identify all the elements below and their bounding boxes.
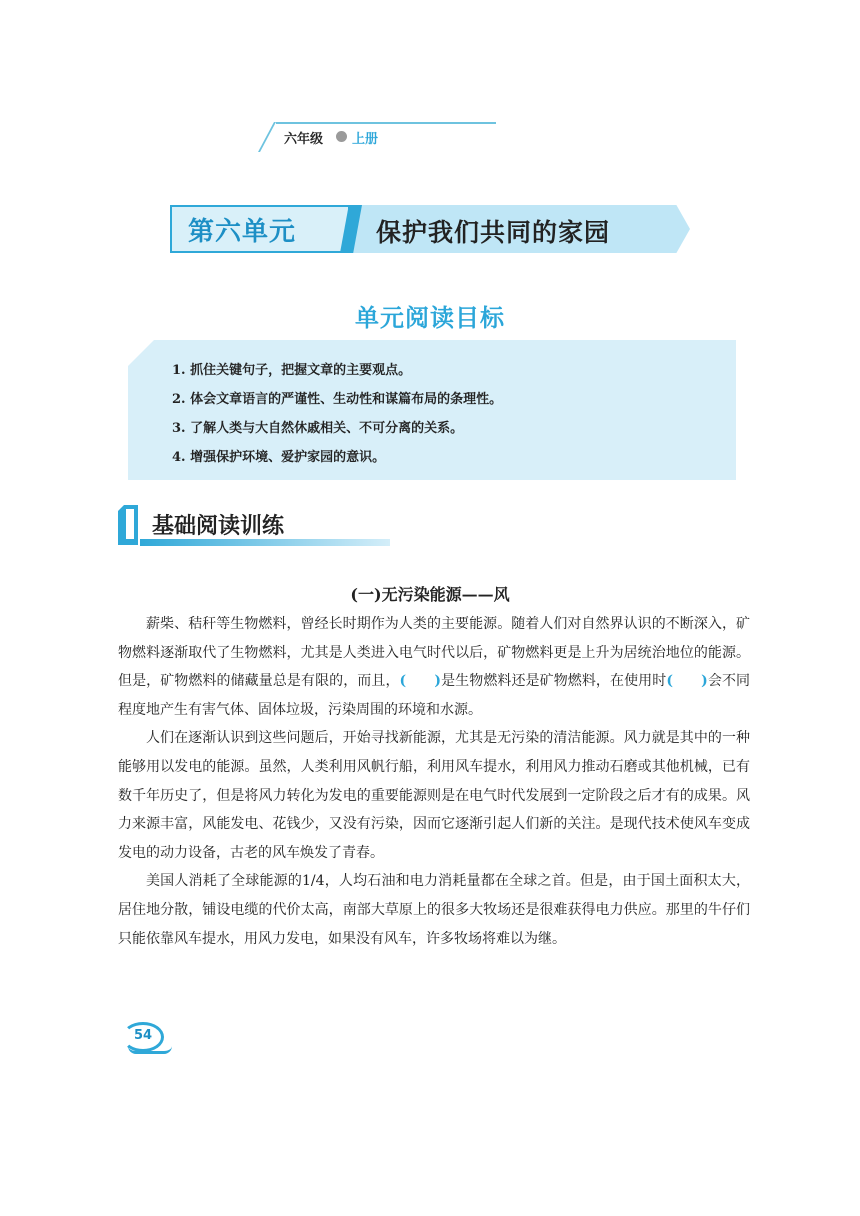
- panel-corner: [128, 340, 154, 366]
- unit-title: 保护我们共同的家园: [376, 218, 611, 247]
- header-rule: [276, 122, 496, 124]
- book-page-icon: [126, 509, 134, 539]
- answer-blank[interactable]: ( ): [399, 673, 442, 690]
- text-run: 是生物燃料还是矿物燃料，在使用时: [441, 673, 667, 690]
- goals-list: [172, 356, 502, 472]
- bullet-dot-icon: [336, 131, 347, 142]
- goal-item: 2. 体会文章语言的严谨性、生动性和谋篇布局的条理性。: [172, 392, 503, 407]
- text-run: 会不同程度地产生有害气体、固体垃圾，污染周围的环境和水源。: [118, 673, 751, 718]
- article-title: (一)无污染能源——风: [350, 585, 510, 604]
- grade-header: [262, 120, 498, 154]
- page-number: 54: [134, 1028, 153, 1043]
- goal-item: 3. 了解人类与大自然休戚相关、不可分离的关系。: [172, 421, 464, 436]
- goals-panel: [128, 340, 736, 480]
- page-number-badge: [118, 1020, 178, 1060]
- section-underline: [140, 539, 390, 546]
- swirl-tail: [128, 1046, 172, 1054]
- paragraph: [118, 610, 750, 724]
- volume-label: 上册: [352, 132, 379, 147]
- goal-item: 4. 增强保护环境、爱护家园的意识。: [172, 450, 386, 465]
- goal-item: 1. 抓住关键句子，把握文章的主要观点。: [172, 363, 412, 378]
- header-slash: [258, 122, 276, 152]
- paragraph: 美国人消耗了全球能源的1/4，人均石油和电力消耗量都在全球之首。但是，由于国土面积太大，居住地分散，铺设电缆的代价太高，南部大草原上的很多大牧场还是很难获得电力供应。那里的牛仔们只能依靠风车提水，用风力发电，如果没有风车，许多牧场将难以为继。: [118, 873, 750, 947]
- answer-blank[interactable]: ( ): [666, 673, 708, 690]
- article-body: [118, 610, 750, 953]
- unit-banner: [170, 205, 700, 257]
- grade-label: 六年级: [284, 132, 324, 147]
- paragraph: 人们在逐渐认识到这些问题后，开始寻找新能源，尤其是无污染的清洁能源。风力就是其中的一种能够用以发电的能源。虽然，人类利用风帆行船，利用风车提水，利用风力推动石磨或其他机械，已有数千年历史了，但是将风力转化为发电的重要能源则是在电气时代发展到一定阶段之后才有的成果。风力来源丰富，风能发电、花钱少，又没有污染，因而它逐渐引起人们新的关注。是现代技术使风车变成发电的动力设备，古老的风车焕发了青春。: [118, 730, 750, 861]
- section-title: 基础阅读训练: [152, 514, 285, 539]
- section-header: [118, 503, 398, 547]
- goals-heading: 单元阅读目标: [355, 304, 505, 332]
- text-run: 薪柴、秸秆等生物燃料，曾经长时期作为人类的主要能源。随着人们对自然界认识的不断深入，矿物燃料逐渐取代了生物燃料，尤其是人类进入电气时代以后，矿物燃料更是上升为居统治地位的能源。但是，矿物燃料的储藏量总是有限的，而且，: [118, 616, 750, 690]
- unit-number: 第六单元: [188, 217, 297, 247]
